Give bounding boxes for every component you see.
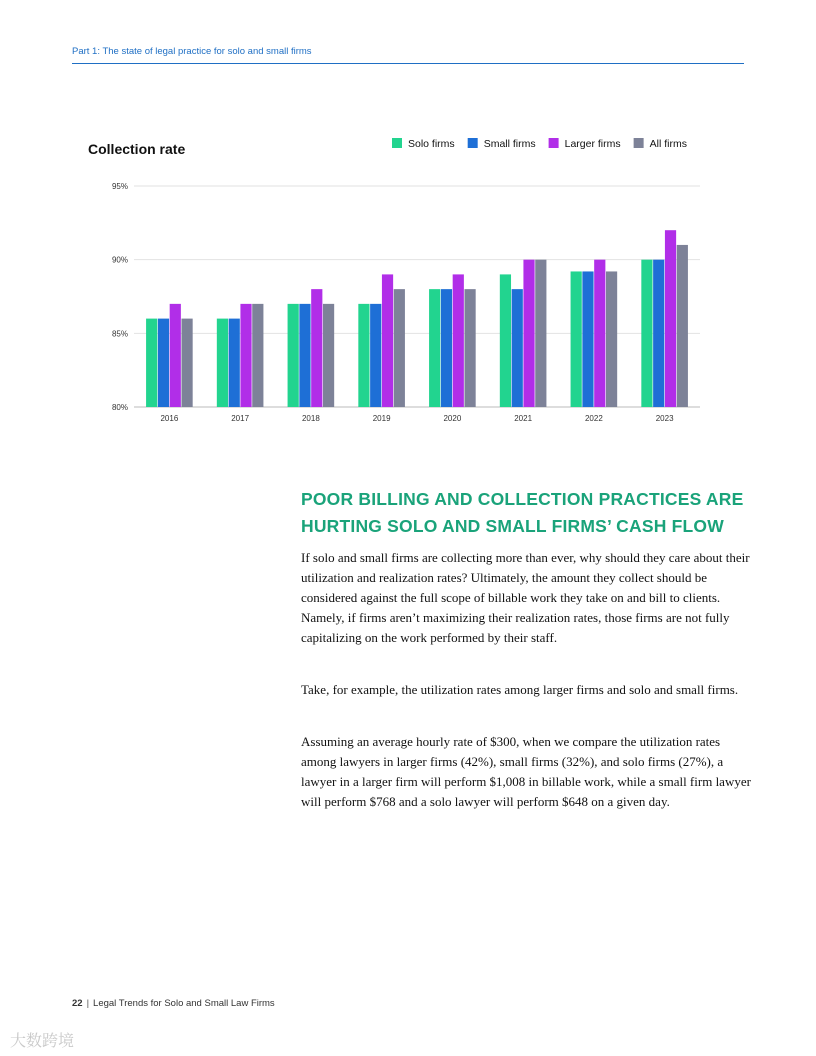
- body-paragraph: Take, for example, the utilization rates among larger firms and solo and small firms.: [301, 682, 739, 697]
- bar-larger-firms-2021: [523, 260, 534, 407]
- bar-solo-firms-2016: [146, 319, 157, 407]
- legend-label: Solo firms: [408, 138, 455, 150]
- x-tick-label: 2016: [160, 414, 179, 423]
- bar-solo-firms-2017: [217, 319, 228, 407]
- bar-solo-firms-2022: [571, 271, 582, 407]
- legend-swatch: [549, 138, 559, 148]
- bar-larger-firms-2020: [453, 274, 464, 407]
- bar-small-firms-2016: [158, 319, 169, 407]
- bar-all-firms-2020: [464, 289, 475, 407]
- legend-label: All firms: [649, 138, 687, 150]
- bar-all-firms-2023: [677, 245, 688, 407]
- watermark-text: 大数跨境: [10, 1031, 75, 1050]
- header-rule: [72, 63, 744, 64]
- legend-label: Larger firms: [564, 138, 621, 150]
- bar-all-firms-2022: [606, 271, 617, 407]
- bar-all-firms-2016: [181, 319, 192, 407]
- bar-larger-firms-2022: [594, 260, 605, 407]
- bar-solo-firms-2023: [641, 260, 652, 407]
- bar-larger-firms-2017: [240, 304, 251, 407]
- bar-solo-firms-2020: [429, 289, 440, 407]
- running-header: Part 1: The state of legal practice for solo and small firms: [72, 46, 312, 57]
- x-tick-label: 2022: [584, 414, 603, 423]
- bar-solo-firms-2021: [500, 274, 511, 407]
- bar-solo-firms-2018: [288, 304, 299, 407]
- page-number: 22: [72, 998, 83, 1009]
- legend-swatch: [634, 138, 644, 148]
- footer-doc-title: Legal Trends for Solo and Small Law Firms: [93, 998, 275, 1009]
- bar-small-firms-2018: [299, 304, 310, 407]
- chart-title: Collection rate: [88, 141, 186, 157]
- bar-all-firms-2019: [394, 289, 405, 407]
- legend-label: Small firms: [483, 138, 536, 150]
- y-tick-label: 85%: [111, 329, 128, 339]
- chart-bars: [146, 230, 688, 407]
- x-tick-label: 2018: [301, 414, 320, 423]
- x-tick-label: 2023: [655, 414, 674, 423]
- watermark-logo: [10, 1028, 74, 1051]
- bar-small-firms-2020: [441, 289, 452, 407]
- bar-small-firms-2022: [582, 271, 593, 407]
- bar-all-firms-2018: [323, 304, 334, 407]
- x-tick-label: 2020: [443, 414, 462, 423]
- section-heading-line: HURTING SOLO AND SMALL FIRMS’ CASH FLOW: [301, 516, 724, 536]
- bar-larger-firms-2018: [311, 289, 322, 407]
- bar-small-firms-2017: [229, 319, 240, 407]
- section-heading: [301, 486, 751, 540]
- page-footer: [72, 998, 275, 1009]
- body-paragraph: If solo and small firms are collecting more than ever, why should they care about their utilization and realization rates? Ultimately, the amount they collect should be considered against the full scope of billable work they take on and bill to clients. Namely, if firms aren’t maximizing their realization rates, those firms are not fully capitalizing on the work performed by their staff.: [301, 550, 750, 645]
- legend-swatch: [392, 138, 402, 148]
- x-axis-ticks: [160, 414, 674, 423]
- bar-larger-firms-2019: [382, 274, 393, 407]
- bar-larger-firms-2023: [665, 230, 676, 407]
- footer-separator: |: [86, 998, 90, 1009]
- bar-small-firms-2023: [653, 260, 664, 407]
- x-tick-label: 2019: [372, 414, 391, 423]
- bar-small-firms-2019: [370, 304, 381, 407]
- chart-legend: [392, 138, 687, 150]
- legend-swatch: [468, 138, 478, 148]
- bar-small-firms-2021: [512, 289, 523, 407]
- y-tick-label: 80%: [111, 403, 128, 412]
- section-heading-line: POOR BILLING AND COLLECTION PRACTICES ARE: [301, 489, 744, 509]
- y-tick-label: 90%: [111, 255, 128, 265]
- bar-all-firms-2021: [535, 260, 546, 407]
- collection-rate-chart: [60, 130, 720, 440]
- x-tick-label: 2017: [231, 414, 250, 423]
- body-paragraph: Assuming an average hourly rate of $300, when we compare the utilization rates among lawyers in larger firms (42%), small firms (32%), and solo firms (27%), a lawyer in a larger firm will perform $1,008 in billable work, while a small firm lawyer will perform $768 and a solo lawyer will perform $648 on a given day.: [301, 734, 751, 809]
- bar-larger-firms-2016: [170, 304, 181, 407]
- bar-all-firms-2017: [252, 304, 263, 407]
- bar-solo-firms-2019: [358, 304, 369, 407]
- y-tick-label: 95%: [111, 182, 128, 191]
- x-tick-label: 2021: [514, 414, 533, 423]
